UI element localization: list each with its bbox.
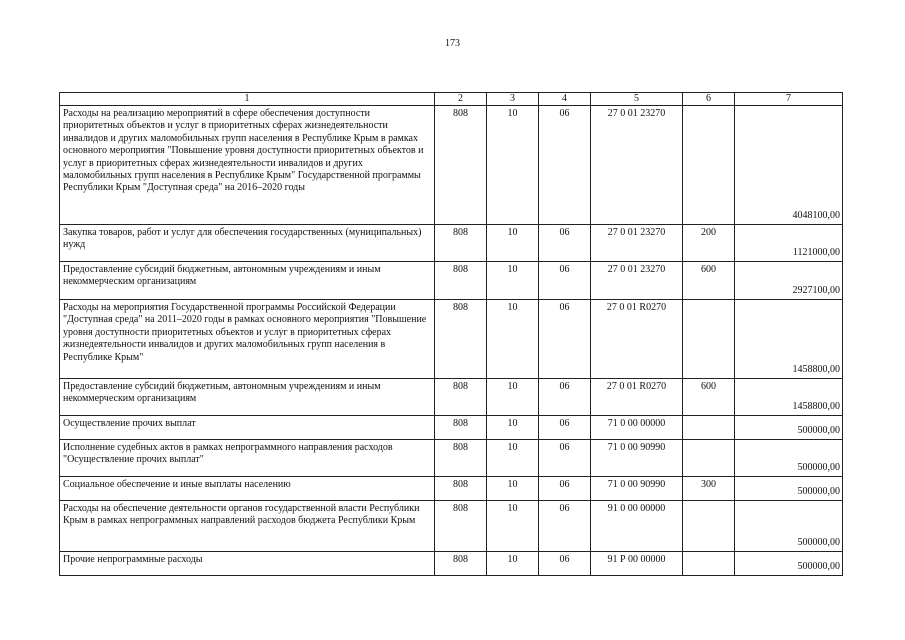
row-subsection-code: 06 [539, 552, 591, 576]
table-row [60, 552, 843, 576]
row-subsection-code: 06 [539, 440, 591, 477]
row-description: Исполнение судебных актов в рамках непрограммного направления расходов "Осуществление прочих выплат" [60, 440, 435, 477]
table-row [60, 106, 843, 225]
row-amount: 500000,00 [735, 440, 843, 477]
row-ministry-code: 808 [435, 106, 487, 225]
row-description: Расходы на мероприятия Государственной программы Российской Федерации "Доступная среда" на 2011–2020 годы в рамках основного мероприятия "Повышение уровня доступности приоритетных объектов и услуг в приоритетных сферах жизнедеятельности инвалидов и других маломобильных групп населения в Республике Крым" [60, 300, 435, 379]
table-row [60, 416, 843, 440]
row-section-code: 10 [487, 477, 539, 501]
table-row [60, 300, 843, 379]
row-amount: 500000,00 [735, 416, 843, 440]
row-target-article: 71 0 00 00000 [591, 416, 683, 440]
row-description: Осуществление прочих выплат [60, 416, 435, 440]
column-header-2: 2 [435, 93, 487, 106]
budget-table [59, 92, 843, 576]
row-subsection-code: 06 [539, 106, 591, 225]
row-ministry-code: 808 [435, 300, 487, 379]
row-expense-type: 300 [683, 477, 735, 501]
row-subsection-code: 06 [539, 225, 591, 262]
row-target-article: 91 0 00 00000 [591, 501, 683, 552]
row-description: Расходы на реализацию мероприятий в сфере обеспечения доступности приоритетных объектов и услуг в приоритетных сферах жизнедеятельности инвалидов и других маломобильных групп населения в Республике Крым в рамках основного мероприятия "Повышение уровня доступности приоритетных объектов и услуг в приоритетных сферах жизнедеятельности инвалидов и других маломобильных групп населения в Республике Крым" Государственной программы Республики Крым "Доступная среда" на 2016–2020 годы [60, 106, 435, 225]
column-header-6: 6 [683, 93, 735, 106]
row-amount: 500000,00 [735, 501, 843, 552]
row-ministry-code: 808 [435, 501, 487, 552]
row-description: Предоставление субсидий бюджетным, автономным учреждениям и иным некоммерческим организациям [60, 379, 435, 416]
row-expense-type [683, 501, 735, 552]
row-target-article: 27 0 01 R0270 [591, 300, 683, 379]
row-ministry-code: 808 [435, 225, 487, 262]
row-target-article: 27 0 01 23270 [591, 262, 683, 300]
column-header-4: 4 [539, 93, 591, 106]
row-expense-type: 600 [683, 379, 735, 416]
table-row [60, 501, 843, 552]
row-target-article: 71 0 00 90990 [591, 477, 683, 501]
row-section-code: 10 [487, 379, 539, 416]
column-header-5: 5 [591, 93, 683, 106]
table-row [60, 225, 843, 262]
row-expense-type [683, 106, 735, 225]
column-header-1: 1 [60, 93, 435, 106]
row-ministry-code: 808 [435, 416, 487, 440]
row-expense-type: 600 [683, 262, 735, 300]
row-amount: 500000,00 [735, 552, 843, 576]
table-row [60, 477, 843, 501]
row-description: Расходы на обеспечение деятельности органов государственной власти Республики Крым в рамках непрограммных направлений расходов бюджета Республики Крым [60, 501, 435, 552]
page-number: 173 [445, 38, 460, 49]
row-ministry-code: 808 [435, 262, 487, 300]
row-amount: 1121000,00 [735, 225, 843, 262]
row-section-code: 10 [487, 106, 539, 225]
row-expense-type [683, 440, 735, 477]
row-subsection-code: 06 [539, 416, 591, 440]
table-row [60, 440, 843, 477]
row-amount: 2927100,00 [735, 262, 843, 300]
row-expense-type [683, 416, 735, 440]
row-description: Прочие непрограммные расходы [60, 552, 435, 576]
column-header-3: 3 [487, 93, 539, 106]
row-description: Социальное обеспечение и иные выплаты населению [60, 477, 435, 501]
row-target-article: 71 0 00 90990 [591, 440, 683, 477]
table-header-row [60, 93, 843, 106]
row-section-code: 10 [487, 225, 539, 262]
row-amount: 4048100,00 [735, 106, 843, 225]
row-ministry-code: 808 [435, 440, 487, 477]
row-target-article: 27 0 01 R0270 [591, 379, 683, 416]
row-section-code: 10 [487, 440, 539, 477]
row-description: Закупка товаров, работ и услуг для обеспечения государственных (муниципальных) нужд [60, 225, 435, 262]
row-subsection-code: 06 [539, 501, 591, 552]
table-row [60, 379, 843, 416]
row-target-article: 27 0 01 23270 [591, 225, 683, 262]
row-subsection-code: 06 [539, 300, 591, 379]
row-subsection-code: 06 [539, 262, 591, 300]
row-section-code: 10 [487, 552, 539, 576]
row-section-code: 10 [487, 262, 539, 300]
row-amount: 1458800,00 [735, 379, 843, 416]
row-section-code: 10 [487, 416, 539, 440]
row-target-article: 91 Р 00 00000 [591, 552, 683, 576]
row-section-code: 10 [487, 300, 539, 379]
row-target-article: 27 0 01 23270 [591, 106, 683, 225]
row-amount: 500000,00 [735, 477, 843, 501]
row-subsection-code: 06 [539, 379, 591, 416]
row-ministry-code: 808 [435, 477, 487, 501]
table-row [60, 262, 843, 300]
row-description: Предоставление субсидий бюджетным, автономным учреждениям и иным некоммерческим организациям [60, 262, 435, 300]
row-ministry-code: 808 [435, 379, 487, 416]
column-header-7: 7 [735, 93, 843, 106]
row-ministry-code: 808 [435, 552, 487, 576]
row-amount: 1458800,00 [735, 300, 843, 379]
row-expense-type [683, 552, 735, 576]
row-section-code: 10 [487, 501, 539, 552]
row-subsection-code: 06 [539, 477, 591, 501]
row-expense-type [683, 300, 735, 379]
row-expense-type: 200 [683, 225, 735, 262]
